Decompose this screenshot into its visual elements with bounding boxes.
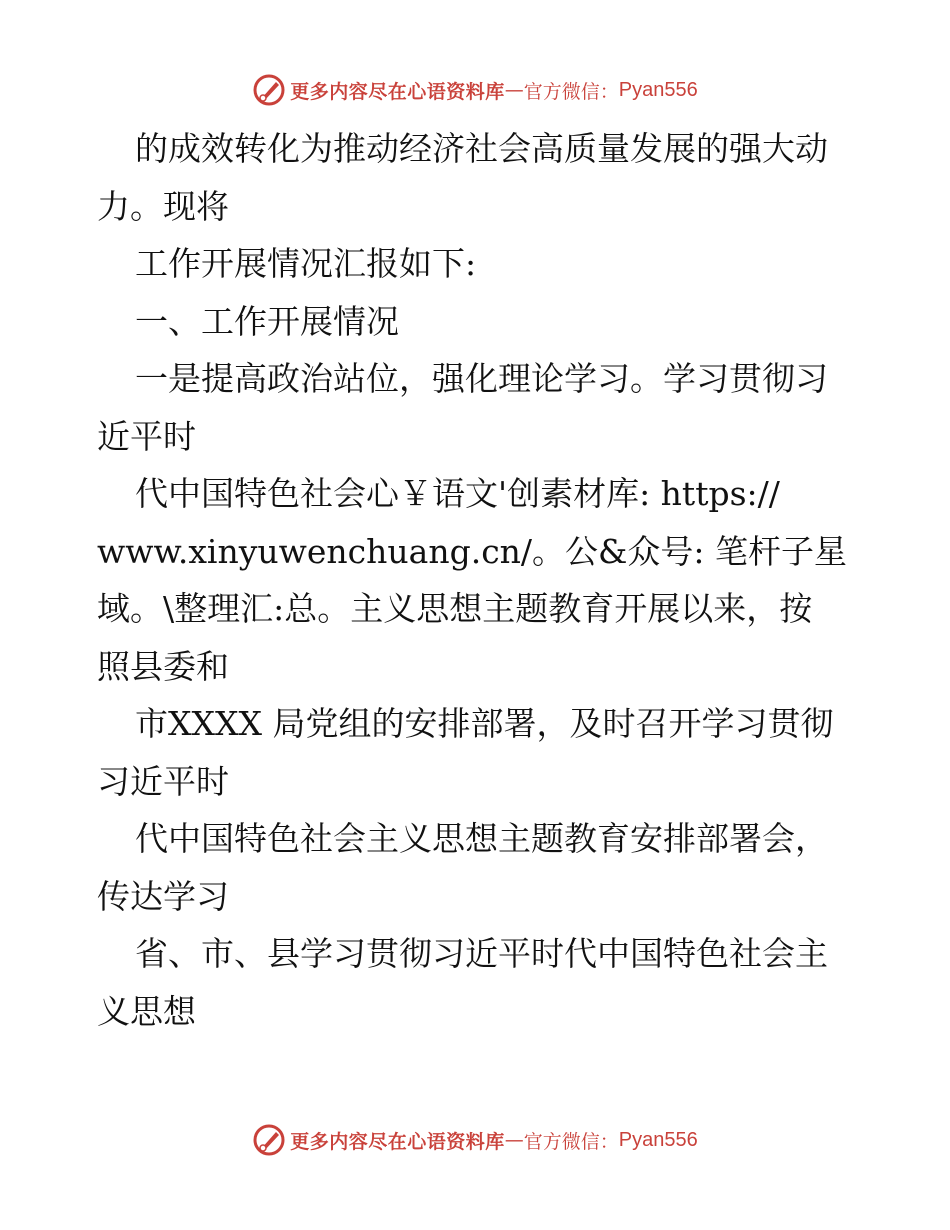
banner-dash: — <box>504 79 524 101</box>
banner-dash: — <box>504 1129 524 1151</box>
footer-banner <box>0 1120 950 1160</box>
body-line: 力。现将 <box>97 186 229 226</box>
banner-wechat-id: Pyan556 <box>618 78 698 101</box>
body-line: 近平时 <box>97 416 196 456</box>
body-line: 代中国特色社会主义思想主题教育安排部署会， <box>135 819 828 858</box>
body-line: 省、市、县学习贯彻习近平时代中国特色社会主 <box>135 934 828 973</box>
header-banner <box>0 70 950 110</box>
body-line: 工作开展情况汇报如下: <box>135 244 477 283</box>
banner-wechat-label: 官方微信： <box>523 80 619 103</box>
body-line: 代中国特色社会心￥语文'创素材库: https:// <box>135 474 780 513</box>
body-line: 的成效转化为推动经济社会高质量发展的强大动 <box>135 129 828 168</box>
quill-seal-icon <box>252 73 286 107</box>
body-line: 习近平时 <box>97 761 229 801</box>
body-line: 义思想 <box>97 991 196 1031</box>
banner-title: 更多内容尽在心语资料库 <box>290 80 505 103</box>
section-heading: 一、工作开展情况 <box>135 301 399 341</box>
quill-seal-icon <box>252 1123 286 1157</box>
body-line: 传达学习 <box>97 876 229 916</box>
banner-wechat-label: 官方微信： <box>523 1130 619 1153</box>
document-body <box>97 120 857 1040</box>
banner-wechat-id: Pyan556 <box>618 1128 698 1151</box>
body-line: 照县委和 <box>97 646 229 686</box>
body-line: 一是提高政治站位，强化理论学习。学习贯彻习 <box>135 359 828 398</box>
banner-title: 更多内容尽在心语资料库 <box>290 1130 505 1153</box>
body-line: www.xinyuwenchuang.cn/。公&众号: 笔杆子星 <box>97 531 848 571</box>
body-line: 域。\整理汇:总。主义思想主题教育开展以来，按 <box>97 589 813 628</box>
body-line: 市XXXX 局党组的安排部署，及时召开学习贯彻 <box>135 704 834 743</box>
